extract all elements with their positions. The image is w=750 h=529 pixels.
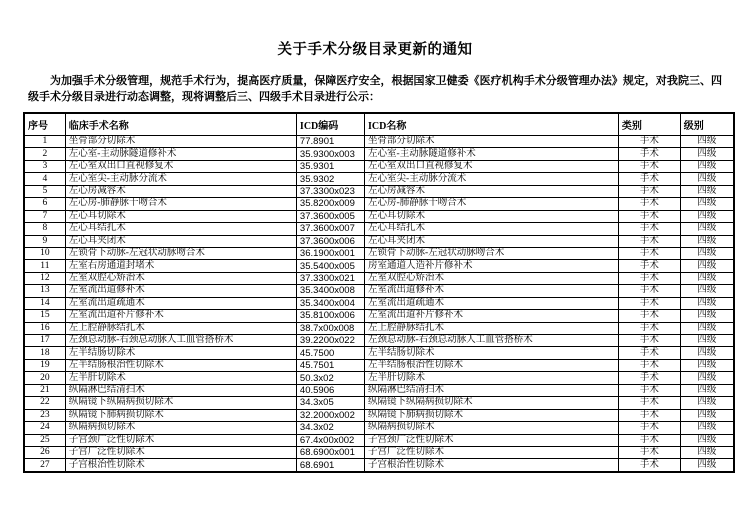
- table-row: [24, 397, 734, 409]
- table-row: [24, 260, 734, 272]
- table-row: [24, 347, 734, 359]
- cell-icd_name: 左室流出道补片修补术: [365, 310, 619, 322]
- cell-level: 四级: [680, 260, 734, 272]
- table-row: [24, 136, 734, 148]
- column-header-category: 类别: [618, 113, 680, 136]
- cell-icd_code: 35.3400x008: [296, 285, 364, 297]
- cell-icd_name: 纵隔淋巴结清扫术: [365, 384, 619, 396]
- cell-icd_code: 32.2000x002: [296, 409, 364, 421]
- cell-name: 左心室尖-主动脉分流术: [65, 173, 296, 185]
- column-header-name: 临床手术名称: [65, 113, 296, 136]
- table-row: [24, 285, 734, 297]
- cell-name: 子宫根治性切除术: [65, 459, 296, 472]
- cell-category: 手术: [618, 310, 680, 322]
- cell-icd_code: 37.3300x021: [296, 272, 364, 284]
- cell-category: 手术: [618, 173, 680, 185]
- cell-category: 手术: [618, 285, 680, 297]
- cell-name: 纵隔镜下肺病损切除术: [65, 409, 296, 421]
- table-row: [24, 198, 734, 210]
- cell-category: 手术: [618, 384, 680, 396]
- cell-category: 手术: [618, 335, 680, 347]
- cell-no: 23: [24, 409, 65, 421]
- cell-no: 26: [24, 446, 65, 458]
- cell-icd_code: 45.7501: [296, 359, 364, 371]
- cell-icd_code: 35.9300x003: [296, 148, 364, 160]
- cell-level: 四级: [680, 210, 734, 222]
- cell-icd_code: 35.3400x004: [296, 297, 364, 309]
- table-row: [24, 459, 734, 472]
- cell-name: 左心耳切除术: [65, 210, 296, 222]
- cell-icd_name: 纵隔病损切除术: [365, 422, 619, 434]
- cell-category: 手术: [618, 434, 680, 446]
- cell-name: 左半肝切除术: [65, 372, 296, 384]
- cell-category: 手术: [618, 235, 680, 247]
- cell-icd_name: 左半结肠切除术: [365, 347, 619, 359]
- cell-category: 手术: [618, 148, 680, 160]
- cell-category: 手术: [618, 198, 680, 210]
- cell-name: 左室右房通道封堵术: [65, 260, 296, 272]
- cell-level: 四级: [680, 297, 734, 309]
- cell-level: 四级: [680, 422, 734, 434]
- cell-no: 7: [24, 210, 65, 222]
- cell-category: 手术: [618, 210, 680, 222]
- cell-name: 纵隔镜下纵隔病损切除术: [65, 397, 296, 409]
- cell-level: 四级: [680, 372, 734, 384]
- cell-icd_name: 左心耳结扎术: [365, 223, 619, 235]
- cell-name: 左心耳夹闭术: [65, 235, 296, 247]
- cell-category: 手术: [618, 359, 680, 371]
- cell-icd_name: 左心室尖-主动脉分流术: [365, 173, 619, 185]
- cell-level: 四级: [680, 359, 734, 371]
- cell-category: 手术: [618, 459, 680, 472]
- cell-level: 四级: [680, 322, 734, 334]
- cell-no: 13: [24, 285, 65, 297]
- cell-name: 左室流出道修补术: [65, 285, 296, 297]
- cell-category: 手术: [618, 397, 680, 409]
- cell-level: 四级: [680, 173, 734, 185]
- cell-icd_name: 坐骨部分切除术: [365, 136, 619, 148]
- table-row: [24, 160, 734, 172]
- cell-category: 手术: [618, 160, 680, 172]
- cell-category: 手术: [618, 223, 680, 235]
- page-title: 关于手术分级目录更新的通知: [277, 42, 473, 58]
- cell-category: 手术: [618, 322, 680, 334]
- cell-no: 1: [24, 136, 65, 148]
- table-row: [24, 297, 734, 309]
- cell-icd_code: 35.8100x006: [296, 310, 364, 322]
- cell-icd_code: 77.8901: [296, 136, 364, 148]
- surgery-grading-table: [23, 112, 735, 473]
- cell-no: 27: [24, 459, 65, 472]
- cell-icd_code: 68.6900x001: [296, 446, 364, 458]
- table-body: [24, 136, 734, 472]
- cell-level: 四级: [680, 247, 734, 259]
- table-row: [24, 372, 734, 384]
- cell-name: 左心室-主动脉隧道修补术: [65, 148, 296, 160]
- cell-level: 四级: [680, 272, 734, 284]
- cell-level: 四级: [680, 148, 734, 160]
- cell-icd_name: 房室通道人造补片修补术: [365, 260, 619, 272]
- cell-icd_code: 34.3x02: [296, 422, 364, 434]
- cell-level: 四级: [680, 335, 734, 347]
- cell-icd_code: 39.2200x022: [296, 335, 364, 347]
- cell-icd_code: 35.9301: [296, 160, 364, 172]
- cell-icd_code: 37.3300x023: [296, 185, 364, 197]
- cell-category: 手术: [618, 136, 680, 148]
- cell-name: 左半结肠根治性切除术: [65, 359, 296, 371]
- table-row: [24, 223, 734, 235]
- cell-name: 左室流出道补片修补术: [65, 310, 296, 322]
- cell-no: 11: [24, 260, 65, 272]
- column-header-no: 序号: [24, 113, 65, 136]
- cell-level: 四级: [680, 185, 734, 197]
- table-row: [24, 384, 734, 396]
- table-row: [24, 409, 734, 421]
- cell-no: 17: [24, 335, 65, 347]
- cell-icd_code: 35.9302: [296, 173, 364, 185]
- cell-name: 纵隔病损切除术: [65, 422, 296, 434]
- table-row: [24, 235, 734, 247]
- cell-category: 手术: [618, 297, 680, 309]
- cell-icd_name: 左半肝切除术: [365, 372, 619, 384]
- cell-icd_name: 左心房-肺静脉干吻合术: [365, 198, 619, 210]
- cell-category: 手术: [618, 260, 680, 272]
- cell-icd_name: 左室双腔心矫治术: [365, 272, 619, 284]
- cell-name: 左锁骨下动脉-左冠状动脉吻合术: [65, 247, 296, 259]
- cell-no: 19: [24, 359, 65, 371]
- table-row: [24, 173, 734, 185]
- cell-icd_name: 左半结肠根治性切除术: [365, 359, 619, 371]
- cell-no: 12: [24, 272, 65, 284]
- cell-icd_code: 68.6901: [296, 459, 364, 472]
- cell-level: 四级: [680, 285, 734, 297]
- cell-name: 左心耳结扎术: [65, 223, 296, 235]
- cell-no: 16: [24, 322, 65, 334]
- cell-icd_name: 左室流出道修补术: [365, 285, 619, 297]
- cell-level: 四级: [680, 459, 734, 472]
- cell-level: 四级: [680, 347, 734, 359]
- cell-icd_name: 左心室双出口直视修复术: [365, 160, 619, 172]
- cell-icd_code: 67.4x00x002: [296, 434, 364, 446]
- cell-icd_name: 纵隔镜下纵隔病损切除术: [365, 397, 619, 409]
- table-row: [24, 434, 734, 446]
- cell-no: 2: [24, 148, 65, 160]
- table-header-row: [24, 113, 734, 136]
- cell-level: 四级: [680, 136, 734, 148]
- cell-icd_name: 左心耳切除术: [365, 210, 619, 222]
- cell-name: 子宫广泛性切除术: [65, 446, 296, 458]
- cell-level: 四级: [680, 409, 734, 421]
- cell-category: 手术: [618, 347, 680, 359]
- cell-name: 坐骨部分切除术: [65, 136, 296, 148]
- cell-level: 四级: [680, 384, 734, 396]
- table-row: [24, 322, 734, 334]
- cell-icd_name: 子宫广泛性切除术: [365, 446, 619, 458]
- cell-category: 手术: [618, 409, 680, 421]
- cell-no: 14: [24, 297, 65, 309]
- cell-category: 手术: [618, 422, 680, 434]
- cell-no: 21: [24, 384, 65, 396]
- cell-level: 四级: [680, 446, 734, 458]
- cell-name: 子宫颈广泛性切除术: [65, 434, 296, 446]
- cell-level: 四级: [680, 160, 734, 172]
- cell-no: 18: [24, 347, 65, 359]
- cell-icd_name: 纵隔镜下肺病损切除术: [365, 409, 619, 421]
- cell-name: 左室流出道疏通术: [65, 297, 296, 309]
- cell-no: 25: [24, 434, 65, 446]
- cell-no: 10: [24, 247, 65, 259]
- cell-icd_code: 37.3600x006: [296, 235, 364, 247]
- intro-paragraph: 为加强手术分级管理，规范手术行为，提高医疗质量，保障医疗安全，根据国家卫健委《医疗机构手术分级管理办法》规定，对我院三、四级手术分级目录进行动态调整，现将调整后三、四级手术目录进行公示：: [28, 75, 722, 103]
- cell-category: 手术: [618, 272, 680, 284]
- table-row: [24, 422, 734, 434]
- cell-name: 左心室双出口直视修复术: [65, 160, 296, 172]
- cell-icd_name: 左室流出道疏通术: [365, 297, 619, 309]
- cell-icd_code: 35.5400x005: [296, 260, 364, 272]
- cell-icd_code: 38.7x00x008: [296, 322, 364, 334]
- cell-name: 左颈总动脉-右颈总动脉人工血管搭桥术: [65, 335, 296, 347]
- cell-icd_code: 35.8200x009: [296, 198, 364, 210]
- cell-icd_code: 34.3x05: [296, 397, 364, 409]
- column-header-icd-name: ICD名称: [365, 113, 619, 136]
- table-row: [24, 210, 734, 222]
- column-header-level: 级别: [680, 113, 734, 136]
- cell-icd_name: 左心耳夹闭术: [365, 235, 619, 247]
- cell-no: 24: [24, 422, 65, 434]
- cell-icd_name: 左锁骨下动脉-左冠状动脉吻合术: [365, 247, 619, 259]
- cell-icd_name: 子宫根治性切除术: [365, 459, 619, 472]
- table-row: [24, 310, 734, 322]
- cell-name: 左上腔静脉结扎术: [65, 322, 296, 334]
- table-row: [24, 335, 734, 347]
- cell-no: 9: [24, 235, 65, 247]
- cell-name: 纵隔淋巴结清扫术: [65, 384, 296, 396]
- cell-category: 手术: [618, 372, 680, 384]
- cell-level: 四级: [680, 434, 734, 446]
- cell-icd_code: 50.3x02: [296, 372, 364, 384]
- cell-icd_name: 左心室-主动脉隧道修补术: [365, 148, 619, 160]
- cell-level: 四级: [680, 235, 734, 247]
- cell-name: 左心房-肺静脉干吻合术: [65, 198, 296, 210]
- cell-level: 四级: [680, 397, 734, 409]
- cell-name: 左室双腔心矫治术: [65, 272, 296, 284]
- cell-icd_name: 左心房减容术: [365, 185, 619, 197]
- cell-no: 5: [24, 185, 65, 197]
- cell-no: 6: [24, 198, 65, 210]
- cell-no: 3: [24, 160, 65, 172]
- cell-name: 左心房减容术: [65, 185, 296, 197]
- cell-category: 手术: [618, 446, 680, 458]
- cell-no: 8: [24, 223, 65, 235]
- table-row: [24, 359, 734, 371]
- cell-icd_code: 40.5906: [296, 384, 364, 396]
- cell-icd_name: 左上腔静脉结扎术: [365, 322, 619, 334]
- cell-no: 15: [24, 310, 65, 322]
- table-row: [24, 446, 734, 458]
- column-header-icd-code: ICD编码: [296, 113, 364, 136]
- cell-level: 四级: [680, 310, 734, 322]
- cell-no: 22: [24, 397, 65, 409]
- cell-level: 四级: [680, 223, 734, 235]
- table-row: [24, 272, 734, 284]
- cell-level: 四级: [680, 198, 734, 210]
- cell-icd_code: 45.7500: [296, 347, 364, 359]
- cell-icd_code: 37.3600x005: [296, 210, 364, 222]
- cell-no: 20: [24, 372, 65, 384]
- cell-no: 4: [24, 173, 65, 185]
- cell-icd_code: 37.3600x007: [296, 223, 364, 235]
- cell-icd_name: 左颈总动脉-右颈总动脉人工血管搭桥术: [365, 335, 619, 347]
- cell-category: 手术: [618, 247, 680, 259]
- cell-icd_name: 子宫颈广泛性切除术: [365, 434, 619, 446]
- table-row: [24, 185, 734, 197]
- cell-name: 左半结肠切除术: [65, 347, 296, 359]
- cell-category: 手术: [618, 185, 680, 197]
- cell-icd_code: 36.1900x001: [296, 247, 364, 259]
- table-row: [24, 148, 734, 160]
- table-row: [24, 247, 734, 259]
